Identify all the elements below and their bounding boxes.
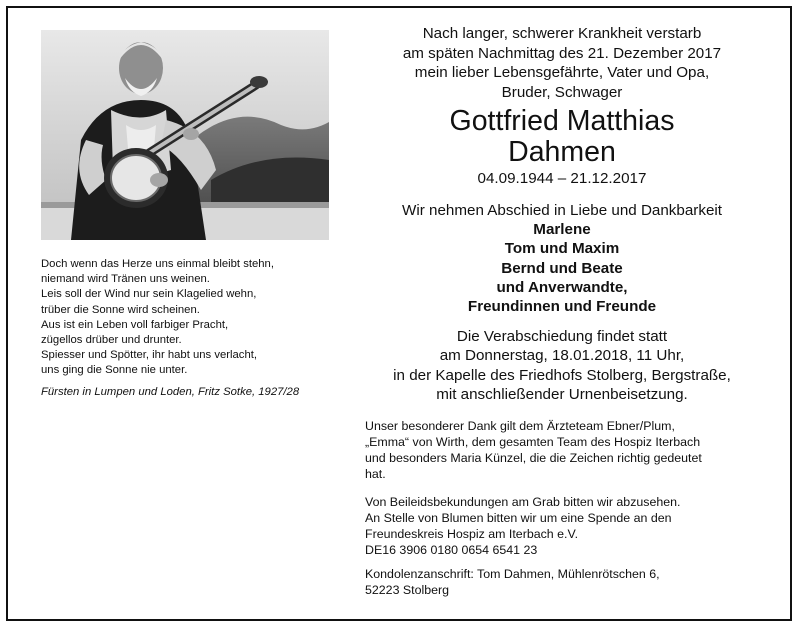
poem-line: trüber die Sonne wird scheinen.	[41, 303, 200, 316]
poem-line: Doch wenn das Herze uns einmal bleibt stehn,	[41, 258, 274, 270]
address-line: 52223 Stolberg	[365, 583, 450, 597]
service-line: am Donnerstag, 18.01.2018, 11 Uhr,	[439, 347, 685, 365]
deceased-name-line2: Dahmen	[508, 136, 616, 168]
mourners-block	[362, 201, 762, 316]
mourner-name: Tom und Maxim	[504, 240, 620, 258]
poem-line: zügellos drüber und drunter.	[41, 334, 182, 347]
donation-line: An Stelle von Blumen bitten wir um eine Spende an den	[365, 511, 672, 525]
deceased-name-line1: Gottfried Matthias	[449, 105, 675, 137]
announcement-line: Bruder, Schwager	[501, 83, 623, 101]
announcement-line: Nach langer, schwerer Krankheit verstarb	[422, 25, 702, 42]
thanks-line: und besonders Maria Künzel, die die Zeichen richtig gedeutet	[365, 451, 702, 465]
portrait-photo	[41, 30, 329, 240]
death-announcement	[362, 24, 762, 102]
condolence-address	[365, 566, 765, 598]
poem-line: Aus ist ein Leben voll farbiger Pracht,	[41, 318, 229, 331]
donation-line: Von Beileidsbekundungen am Grab bitten wir abzusehen.	[365, 495, 681, 509]
announcement-line: mein lieber Lebensgefährte, Vater und Opa,	[414, 64, 710, 81]
service-line: Die Verabschiedung findet statt	[456, 328, 668, 346]
mourner-name: Bernd und Beate	[501, 259, 623, 277]
thanks-paragraph	[365, 418, 765, 482]
banjo-player-painting-icon	[41, 30, 329, 240]
address-line: Kondolenzanschrift: Tom Dahmen, Mühlenrötschen 6,	[365, 567, 660, 581]
mourner-name: Marlene	[533, 221, 591, 239]
donation-iban: DE16 3906 0180 0654 6541 23	[365, 543, 538, 557]
mourners-intro: Wir nehmen Abschied in Liebe und Dankbarkeit	[402, 202, 722, 219]
service-line: mit anschließender Urnenbeisetzung.	[436, 385, 688, 403]
thanks-line: Unser besonderer Dank gilt dem Ärzteteam Ebner/Plum,	[365, 419, 675, 433]
service-line: in der Kapelle des Friedhofs Stolberg, Bergstraße,	[393, 366, 731, 384]
obituary-main	[362, 24, 762, 404]
thanks-line: hat.	[365, 467, 386, 481]
poem-credit: Fürsten in Lumpen und Loden, Fritz Sotke, 1927/28	[41, 385, 300, 398]
thanks-line: „Emma“ von Wirth, dem gesamten Team des Hospiz Iterbach	[365, 435, 701, 449]
mourner-name: und Anverwandte,	[496, 278, 628, 296]
poem	[41, 257, 341, 400]
mourner-name: Freundinnen und Freunde	[467, 298, 657, 316]
announcement-line: am späten Nachmittag des 21. Dezember 2017	[402, 44, 722, 62]
poem-line: Spiesser und Spötter, ihr habt uns verlacht,	[41, 349, 258, 362]
poem-line: uns ging die Sonne nie unter.	[41, 364, 188, 377]
life-dates: 04.09.1944 – 21.12.2017	[477, 170, 647, 187]
deceased-name	[362, 106, 762, 168]
donation-paragraph	[365, 494, 765, 558]
poem-line: Leis soll der Wind nur sein Klagelied wehn,	[41, 288, 257, 301]
poem-line: niemand wird Tränen uns weinen.	[41, 273, 210, 286]
donation-line: Freundeskreis Hospiz am Iterbach e.V.	[365, 527, 579, 541]
service-details	[362, 327, 762, 404]
